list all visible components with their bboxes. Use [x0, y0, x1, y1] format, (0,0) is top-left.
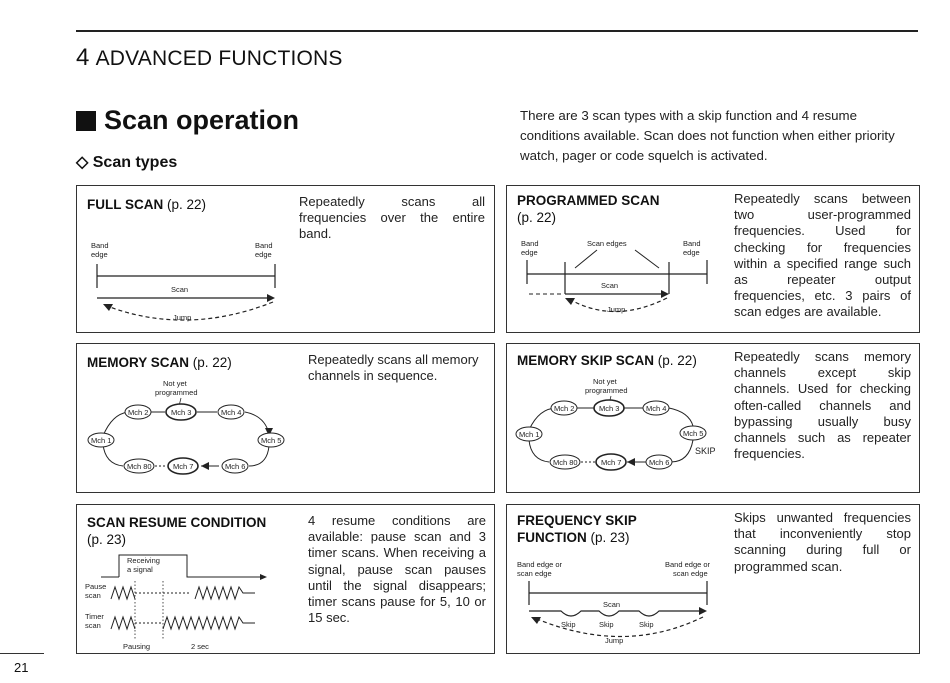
section-title: [76, 105, 299, 136]
not-yet-label-2: programmed: [585, 386, 628, 395]
mch80-label: Mch 80: [553, 458, 578, 467]
memory-scan-title: MEMORY SCAN: [87, 355, 190, 370]
pause-scan-label-2: scan: [85, 591, 101, 600]
skip-3-label: Skip: [639, 620, 654, 629]
page-number-rule: [0, 653, 44, 654]
full-scan-desc: Repeatedly scans all frequencies over the entire band.: [299, 194, 485, 242]
timer-scan-label: Timer: [85, 612, 104, 621]
mch4-label: Mch 4: [646, 404, 667, 413]
pause-scan-label: Pause: [85, 582, 107, 591]
frequency-skip-ref: (p. 23): [590, 530, 630, 545]
scan-resume-ref: (p. 23): [87, 532, 127, 547]
mch6-label: Mch 6: [649, 458, 670, 467]
scan-label: Scan: [601, 281, 619, 290]
mch7-label: Mch 7: [173, 462, 194, 471]
chapter-heading: [76, 44, 343, 72]
frequency-skip-diagram: [515, 557, 720, 649]
band-edge-left-label-2: edge: [521, 248, 538, 257]
mch2-label: Mch 2: [554, 404, 575, 413]
memory-scan-diagram: [83, 376, 295, 488]
jump-label: Jump: [607, 305, 626, 314]
programmed-scan-box: [506, 185, 920, 333]
band-edge-right-label: Band: [255, 241, 273, 250]
skip-1-label: Skip: [561, 620, 576, 629]
memory-skip-scan-title: MEMORY SKIP SCAN: [517, 353, 655, 368]
memory-skip-scan-box: [506, 343, 920, 493]
mch3-label: Mch 3: [599, 404, 620, 413]
full-scan-diagram: [87, 236, 287, 326]
chapter-number: 4: [76, 44, 90, 71]
programmed-scan-heading: [517, 192, 660, 226]
scan-resume-box: [76, 504, 495, 654]
frequency-skip-heading: [517, 512, 637, 546]
band-edge-right-label-2: edge: [683, 248, 700, 257]
intro-paragraph: There are 3 scan types with a skip function and 4 resume conditions available. Scan does not function when either priority watch, pager or code squelch is activated.: [520, 108, 895, 163]
receiving-label-2: a signal: [127, 565, 153, 574]
scan-edges-label: Scan edges: [587, 239, 627, 248]
frequency-skip-title-2: FUNCTION: [517, 530, 587, 545]
frequency-skip-box: [506, 504, 920, 654]
memory-scan-desc: Repeatedly scans all memory channels in sequence.: [308, 352, 479, 384]
memory-skip-scan-ref: (p. 22): [657, 353, 697, 368]
scan-resume-heading: [87, 514, 266, 548]
not-yet-label: Not yet: [593, 377, 617, 386]
top-rule: [76, 30, 918, 32]
frequency-skip-title: FREQUENCY SKIP: [517, 513, 637, 528]
full-scan-title: FULL SCAN: [87, 197, 164, 212]
mch1-label: Mch 1: [519, 430, 540, 439]
band-edge-left-label: Band: [521, 239, 539, 248]
pausing-label: Pausing: [123, 642, 151, 651]
chapter-title: ADVANCED FUNCTIONS: [95, 47, 343, 70]
full-scan-heading: [87, 196, 206, 213]
edge-right-label-2: scan edge: [673, 569, 708, 578]
section-title-text: Scan operation: [104, 105, 300, 135]
timer-scan-label-2: scan: [85, 621, 101, 630]
receiving-label: Receiving: [127, 556, 160, 565]
not-yet-label: Not yet: [163, 379, 187, 388]
mch5-label: Mch 5: [683, 429, 704, 438]
full-scan-box: [76, 185, 495, 333]
mch4-label: Mch 4: [221, 408, 242, 417]
scan-label: Scan: [603, 600, 621, 609]
mch3-label: Mch 3: [171, 408, 192, 417]
memory-scan-ref: (p. 22): [192, 355, 232, 370]
jump-label: Jump: [173, 313, 192, 322]
programmed-scan-desc: Repeatedly scans between two user-programmed frequencies. Used for checking for frequencies within a specified range such as repeater output frequencies, etc. 3 pairs of scan edges are available.: [734, 191, 911, 320]
scan-label: Scan: [171, 285, 189, 294]
mch7-label: Mch 7: [601, 458, 622, 467]
memory-skip-scan-desc: Repeatedly scans memory channels except skip channels. Used for checking often-called channels and bypassing usually busy channels such as repeater frequencies.: [734, 349, 911, 462]
edge-left-label: Band edge or: [517, 560, 563, 569]
square-bullet-icon: [76, 111, 96, 131]
subsection-title: ◇ Scan types: [76, 154, 178, 171]
scan-resume-desc: 4 resume conditions are available: pause scan and 3 timer scans. When receiving a signal, pause scan pauses until the signal disappears; timer scans pause for 5, 10 or 15 sec.: [308, 513, 486, 626]
memory-scan-box: [76, 343, 495, 493]
scan-resume-title: SCAN RESUME CONDITION: [87, 515, 267, 530]
mch2-label: Mch 2: [128, 408, 149, 417]
band-edge-left-label-2: edge: [91, 250, 108, 259]
memory-skip-scan-heading: [517, 352, 697, 369]
programmed-scan-diagram: [515, 236, 720, 326]
full-scan-ref: (p. 22): [167, 197, 207, 212]
jump-label: Jump: [605, 636, 624, 645]
skip-label: SKIP: [695, 446, 716, 456]
band-edge-right-label: Band: [683, 239, 701, 248]
programmed-scan-ref: (p. 22): [517, 210, 557, 225]
frequency-skip-desc: Skips unwanted frequencies that inconveniently stop scanning during full or programmed scan.: [734, 510, 911, 574]
mch1-label: Mch 1: [91, 436, 112, 445]
mch6-label: Mch 6: [225, 462, 246, 471]
mch5-label: Mch 5: [261, 436, 282, 445]
memory-skip-scan-diagram: [509, 374, 729, 486]
memory-scan-heading: [87, 354, 232, 371]
programmed-scan-title: PROGRAMMED SCAN: [517, 193, 660, 208]
edge-right-label: Band edge or: [665, 560, 711, 569]
scan-resume-diagram: [83, 551, 289, 651]
band-edge-left-label: Band: [91, 241, 109, 250]
skip-2-label: Skip: [599, 620, 614, 629]
not-yet-label-2: programmed: [155, 388, 198, 397]
mch80-label: Mch 80: [127, 462, 152, 471]
page-number: 21: [14, 660, 29, 675]
band-edge-right-label-2: edge: [255, 250, 272, 259]
edge-left-label-2: scan edge: [517, 569, 552, 578]
two-sec-label: 2 sec: [191, 642, 209, 651]
